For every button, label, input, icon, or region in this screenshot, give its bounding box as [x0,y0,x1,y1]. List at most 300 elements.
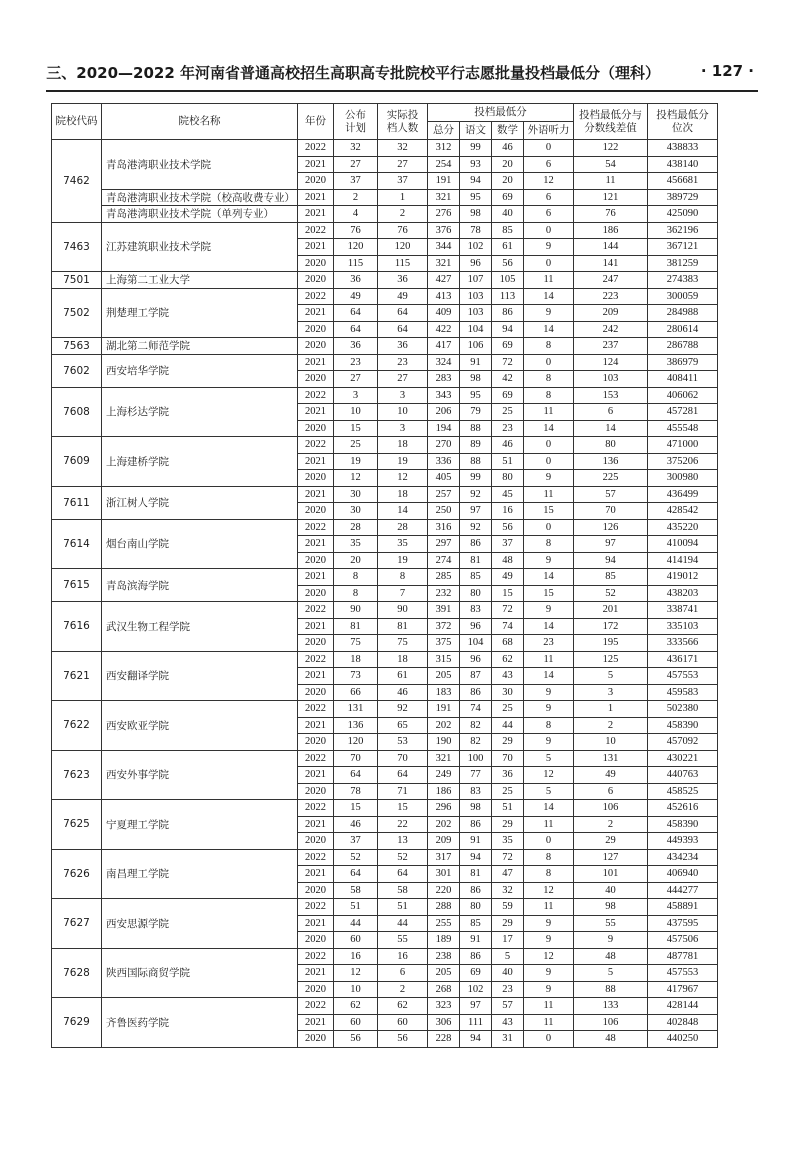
cell-math: 44 [492,717,524,734]
cell-rank: 333566 [648,635,718,652]
cell-math: 113 [492,288,524,305]
cell-rank: 300980 [648,470,718,487]
school-name: 西安翻译学院 [102,651,298,701]
cell-foreign: 6 [524,206,574,223]
cell-math: 70 [492,750,524,767]
cell-plan: 64 [334,321,378,338]
cell-total: 205 [428,668,460,685]
cell-diff: 11 [574,173,648,190]
cell-chinese: 88 [460,420,492,437]
cell-rank: 458390 [648,816,718,833]
cell-actual: 14 [378,503,428,520]
cell-actual: 70 [378,750,428,767]
cell-diff: 98 [574,899,648,916]
cell-plan: 27 [334,156,378,173]
table-row [52,222,718,239]
cell-foreign: 8 [524,387,574,404]
cell-diff: 5 [574,965,648,982]
table-row [52,899,718,916]
school-name: 青岛滨海学院 [102,569,298,602]
cell-total: 190 [428,734,460,751]
cell-year: 2020 [298,981,334,998]
cell-math: 20 [492,173,524,190]
cell-math: 62 [492,651,524,668]
cell-plan: 10 [334,981,378,998]
cell-actual: 18 [378,651,428,668]
cell-diff: 2 [574,717,648,734]
header-total: 总分 [428,122,460,140]
cell-math: 85 [492,222,524,239]
cell-year: 2022 [298,288,334,305]
cell-actual: 16 [378,948,428,965]
cell-actual: 61 [378,668,428,685]
cell-actual: 1 [378,189,428,206]
cell-rank: 456681 [648,173,718,190]
cell-math: 72 [492,602,524,619]
school-code: 7629 [52,998,102,1048]
cell-diff: 237 [574,338,648,355]
cell-year: 2020 [298,734,334,751]
school-code: 7616 [52,602,102,652]
cell-chinese: 85 [460,569,492,586]
cell-actual: 19 [378,552,428,569]
cell-actual: 75 [378,635,428,652]
cell-actual: 35 [378,536,428,553]
cell-foreign: 15 [524,585,574,602]
cell-chinese: 92 [460,486,492,503]
cell-total: 317 [428,849,460,866]
cell-year: 2020 [298,684,334,701]
cell-diff: 85 [574,569,648,586]
school-name: 陕西国际商贸学院 [102,948,298,998]
cell-foreign: 9 [524,239,574,256]
cell-foreign: 11 [524,998,574,1015]
cell-math: 32 [492,882,524,899]
cell-actual: 92 [378,701,428,718]
cell-total: 417 [428,338,460,355]
cell-plan: 30 [334,486,378,503]
table-row [52,998,718,1015]
table-row [52,272,718,289]
cell-year: 2021 [298,404,334,421]
page-header [40,58,760,84]
table-row [52,288,718,305]
cell-chinese: 83 [460,602,492,619]
cell-year: 2022 [298,899,334,916]
cell-math: 57 [492,998,524,1015]
cell-foreign: 5 [524,783,574,800]
cell-year: 2022 [298,651,334,668]
cell-year: 2020 [298,932,334,949]
cell-year: 2021 [298,354,334,371]
cell-diff: 153 [574,387,648,404]
cell-total: 413 [428,288,460,305]
header-min-score-group: 投档最低分 [428,104,574,122]
cell-diff: 14 [574,420,648,437]
cell-chinese: 97 [460,998,492,1015]
cell-math: 29 [492,816,524,833]
cell-chinese: 89 [460,437,492,454]
cell-diff: 106 [574,800,648,817]
cell-year: 2020 [298,552,334,569]
school-code: 7614 [52,519,102,569]
cell-math: 51 [492,453,524,470]
cell-plan: 36 [334,338,378,355]
cell-foreign: 0 [524,255,574,272]
cell-year: 2022 [298,222,334,239]
cell-foreign: 0 [524,140,574,157]
header-code: 院校代码 [52,104,102,140]
cell-actual: 13 [378,833,428,850]
cell-rank: 440763 [648,767,718,784]
cell-chinese: 99 [460,470,492,487]
table-row [52,338,718,355]
cell-math: 69 [492,387,524,404]
cell-total: 316 [428,519,460,536]
cell-diff: 52 [574,585,648,602]
cell-rank: 425090 [648,206,718,223]
header-chinese: 语文 [460,122,492,140]
cell-rank: 436499 [648,486,718,503]
cell-chinese: 96 [460,651,492,668]
cell-actual: 81 [378,618,428,635]
cell-chinese: 91 [460,354,492,371]
cell-diff: 131 [574,750,648,767]
cell-math: 40 [492,965,524,982]
school-name: 烟台南山学院 [102,519,298,569]
cell-chinese: 95 [460,189,492,206]
cell-year: 2021 [298,767,334,784]
cell-foreign: 12 [524,767,574,784]
school-code: 7623 [52,750,102,800]
cell-actual: 15 [378,800,428,817]
cell-rank: 440250 [648,1031,718,1048]
cell-plan: 52 [334,849,378,866]
cell-year: 2022 [298,519,334,536]
cell-plan: 58 [334,882,378,899]
cell-diff: 225 [574,470,648,487]
cell-foreign: 0 [524,354,574,371]
cell-total: 254 [428,156,460,173]
cell-chinese: 98 [460,800,492,817]
cell-year: 2020 [298,338,334,355]
table-row [52,140,718,157]
cell-math: 46 [492,437,524,454]
cell-total: 376 [428,222,460,239]
cell-total: 375 [428,635,460,652]
cell-year: 2021 [298,1014,334,1031]
cell-math: 72 [492,849,524,866]
cell-diff: 29 [574,833,648,850]
cell-rank: 457553 [648,668,718,685]
cell-total: 186 [428,783,460,800]
cell-math: 68 [492,635,524,652]
table-row [52,602,718,619]
cell-total: 205 [428,965,460,982]
header-foreign: 外语听力 [524,122,574,140]
cell-rank: 410094 [648,536,718,553]
school-code: 7501 [52,272,102,289]
cell-plan: 60 [334,1014,378,1031]
cell-rank: 449393 [648,833,718,850]
cell-rank: 430221 [648,750,718,767]
cell-rank: 428144 [648,998,718,1015]
cell-year: 2020 [298,882,334,899]
cell-plan: 51 [334,899,378,916]
cell-plan: 46 [334,816,378,833]
cell-chinese: 94 [460,1031,492,1048]
cell-chinese: 78 [460,222,492,239]
cell-total: 321 [428,189,460,206]
cell-math: 49 [492,569,524,586]
cell-chinese: 86 [460,536,492,553]
cell-plan: 25 [334,437,378,454]
cell-diff: 122 [574,140,648,157]
cell-actual: 46 [378,684,428,701]
cell-actual: 52 [378,849,428,866]
cell-year: 2020 [298,321,334,338]
cell-chinese: 106 [460,338,492,355]
school-code: 7625 [52,800,102,850]
cell-year: 2021 [298,486,334,503]
cell-math: 25 [492,701,524,718]
cell-actual: 18 [378,437,428,454]
cell-plan: 15 [334,420,378,437]
table-row [52,651,718,668]
cell-chinese: 81 [460,866,492,883]
cell-math: 31 [492,1031,524,1048]
table-row [52,519,718,536]
cell-actual: 6 [378,965,428,982]
cell-actual: 12 [378,470,428,487]
table-row [52,486,718,503]
cell-plan: 56 [334,1031,378,1048]
school-code: 7609 [52,437,102,487]
cell-rank: 502380 [648,701,718,718]
cell-rank: 335103 [648,618,718,635]
cell-year: 2021 [298,536,334,553]
cell-plan: 8 [334,569,378,586]
cell-math: 43 [492,668,524,685]
cell-plan: 20 [334,552,378,569]
cell-math: 74 [492,618,524,635]
cell-math: 43 [492,1014,524,1031]
cell-math: 23 [492,981,524,998]
cell-year: 2021 [298,866,334,883]
cell-rank: 457092 [648,734,718,751]
cell-chinese: 98 [460,371,492,388]
cell-chinese: 98 [460,206,492,223]
cell-total: 268 [428,981,460,998]
cell-foreign: 11 [524,1014,574,1031]
cell-rank: 434234 [648,849,718,866]
cell-actual: 65 [378,717,428,734]
cell-math: 105 [492,272,524,289]
cell-actual: 58 [378,882,428,899]
cell-math: 42 [492,371,524,388]
cell-year: 2021 [298,305,334,322]
school-name: 南昌理工学院 [102,849,298,899]
table-row [52,750,718,767]
table-row [52,387,718,404]
school-name: 西安培华学院 [102,354,298,387]
cell-actual: 55 [378,932,428,949]
cell-math: 40 [492,206,524,223]
cell-diff: 70 [574,503,648,520]
cell-diff: 106 [574,1014,648,1031]
cell-actual: 51 [378,899,428,916]
cell-foreign: 0 [524,519,574,536]
cell-chinese: 102 [460,981,492,998]
cell-total: 255 [428,915,460,932]
cell-diff: 5 [574,668,648,685]
cell-total: 194 [428,420,460,437]
cell-plan: 35 [334,536,378,553]
cell-chinese: 79 [460,404,492,421]
cell-diff: 48 [574,948,648,965]
cell-rank: 444277 [648,882,718,899]
cell-math: 16 [492,503,524,520]
cell-diff: 126 [574,519,648,536]
cell-plan: 76 [334,222,378,239]
cell-plan: 12 [334,965,378,982]
header-math: 数学 [492,122,524,140]
cell-year: 2020 [298,173,334,190]
school-name: 湖北第二师范学院 [102,338,298,355]
cell-chinese: 103 [460,305,492,322]
cell-chinese: 91 [460,932,492,949]
cell-diff: 101 [574,866,648,883]
cell-year: 2022 [298,948,334,965]
cell-plan: 18 [334,651,378,668]
cell-plan: 10 [334,404,378,421]
page-number: · 127 · [700,62,754,80]
cell-foreign: 9 [524,915,574,932]
cell-foreign: 14 [524,420,574,437]
cell-foreign: 9 [524,932,574,949]
cell-diff: 186 [574,222,648,239]
school-name: 江苏建筑职业技术学院 [102,222,298,272]
table-row [52,948,718,965]
cell-diff: 103 [574,371,648,388]
cell-math: 56 [492,255,524,272]
cell-foreign: 15 [524,503,574,520]
cell-rank: 438203 [648,585,718,602]
cell-actual: 64 [378,321,428,338]
cell-plan: 136 [334,717,378,734]
cell-chinese: 91 [460,833,492,850]
cell-math: 69 [492,338,524,355]
cell-rank: 389729 [648,189,718,206]
cell-foreign: 9 [524,684,574,701]
cell-diff: 209 [574,305,648,322]
cell-plan: 49 [334,288,378,305]
cell-plan: 120 [334,734,378,751]
cell-diff: 144 [574,239,648,256]
cell-foreign: 14 [524,321,574,338]
cell-rank: 435220 [648,519,718,536]
cell-plan: 70 [334,750,378,767]
cell-year: 2020 [298,1031,334,1048]
cell-year: 2022 [298,701,334,718]
header-actual: 实际投档人数 [378,104,428,140]
cell-plan: 78 [334,783,378,800]
cell-plan: 64 [334,866,378,883]
cell-rank: 437595 [648,915,718,932]
cell-rank: 419012 [648,569,718,586]
school-code: 7462 [52,140,102,223]
cell-foreign: 8 [524,536,574,553]
cell-plan: 73 [334,668,378,685]
cell-diff: 121 [574,189,648,206]
cell-foreign: 8 [524,371,574,388]
cell-rank: 300059 [648,288,718,305]
cell-total: 312 [428,140,460,157]
school-code: 7608 [52,387,102,437]
cell-diff: 2 [574,816,648,833]
cell-total: 324 [428,354,460,371]
cell-diff: 172 [574,618,648,635]
cell-rank: 458525 [648,783,718,800]
cell-rank: 452616 [648,800,718,817]
cell-year: 2021 [298,915,334,932]
cell-foreign: 12 [524,948,574,965]
school-code: 7628 [52,948,102,998]
cell-total: 372 [428,618,460,635]
school-code: 7621 [52,651,102,701]
cell-chinese: 87 [460,668,492,685]
cell-plan: 3 [334,387,378,404]
cell-chinese: 103 [460,288,492,305]
cell-rank: 402848 [648,1014,718,1031]
cell-math: 56 [492,519,524,536]
school-code: 7611 [52,486,102,519]
cell-chinese: 83 [460,783,492,800]
cell-diff: 242 [574,321,648,338]
cell-plan: 16 [334,948,378,965]
header-name: 院校名称 [102,104,298,140]
cell-actual: 49 [378,288,428,305]
table-row [52,701,718,718]
cell-plan: 37 [334,833,378,850]
cell-foreign: 8 [524,866,574,883]
cell-total: 301 [428,866,460,883]
cell-plan: 75 [334,635,378,652]
cell-diff: 55 [574,915,648,932]
school-code: 7563 [52,338,102,355]
school-name: 浙江树人学院 [102,486,298,519]
cell-plan: 12 [334,470,378,487]
cell-chinese: 94 [460,849,492,866]
cell-diff: 76 [574,206,648,223]
cell-rank: 457506 [648,932,718,949]
cell-rank: 457553 [648,965,718,982]
cell-plan: 66 [334,684,378,701]
cell-math: 51 [492,800,524,817]
cell-foreign: 14 [524,569,574,586]
cell-diff: 80 [574,437,648,454]
cell-chinese: 102 [460,239,492,256]
cell-foreign: 14 [524,288,574,305]
cell-total: 274 [428,552,460,569]
cell-total: 249 [428,767,460,784]
cell-actual: 8 [378,569,428,586]
cell-year: 2020 [298,833,334,850]
cell-chinese: 93 [460,156,492,173]
cell-diff: 9 [574,932,648,949]
cell-total: 191 [428,173,460,190]
cell-year: 2021 [298,239,334,256]
